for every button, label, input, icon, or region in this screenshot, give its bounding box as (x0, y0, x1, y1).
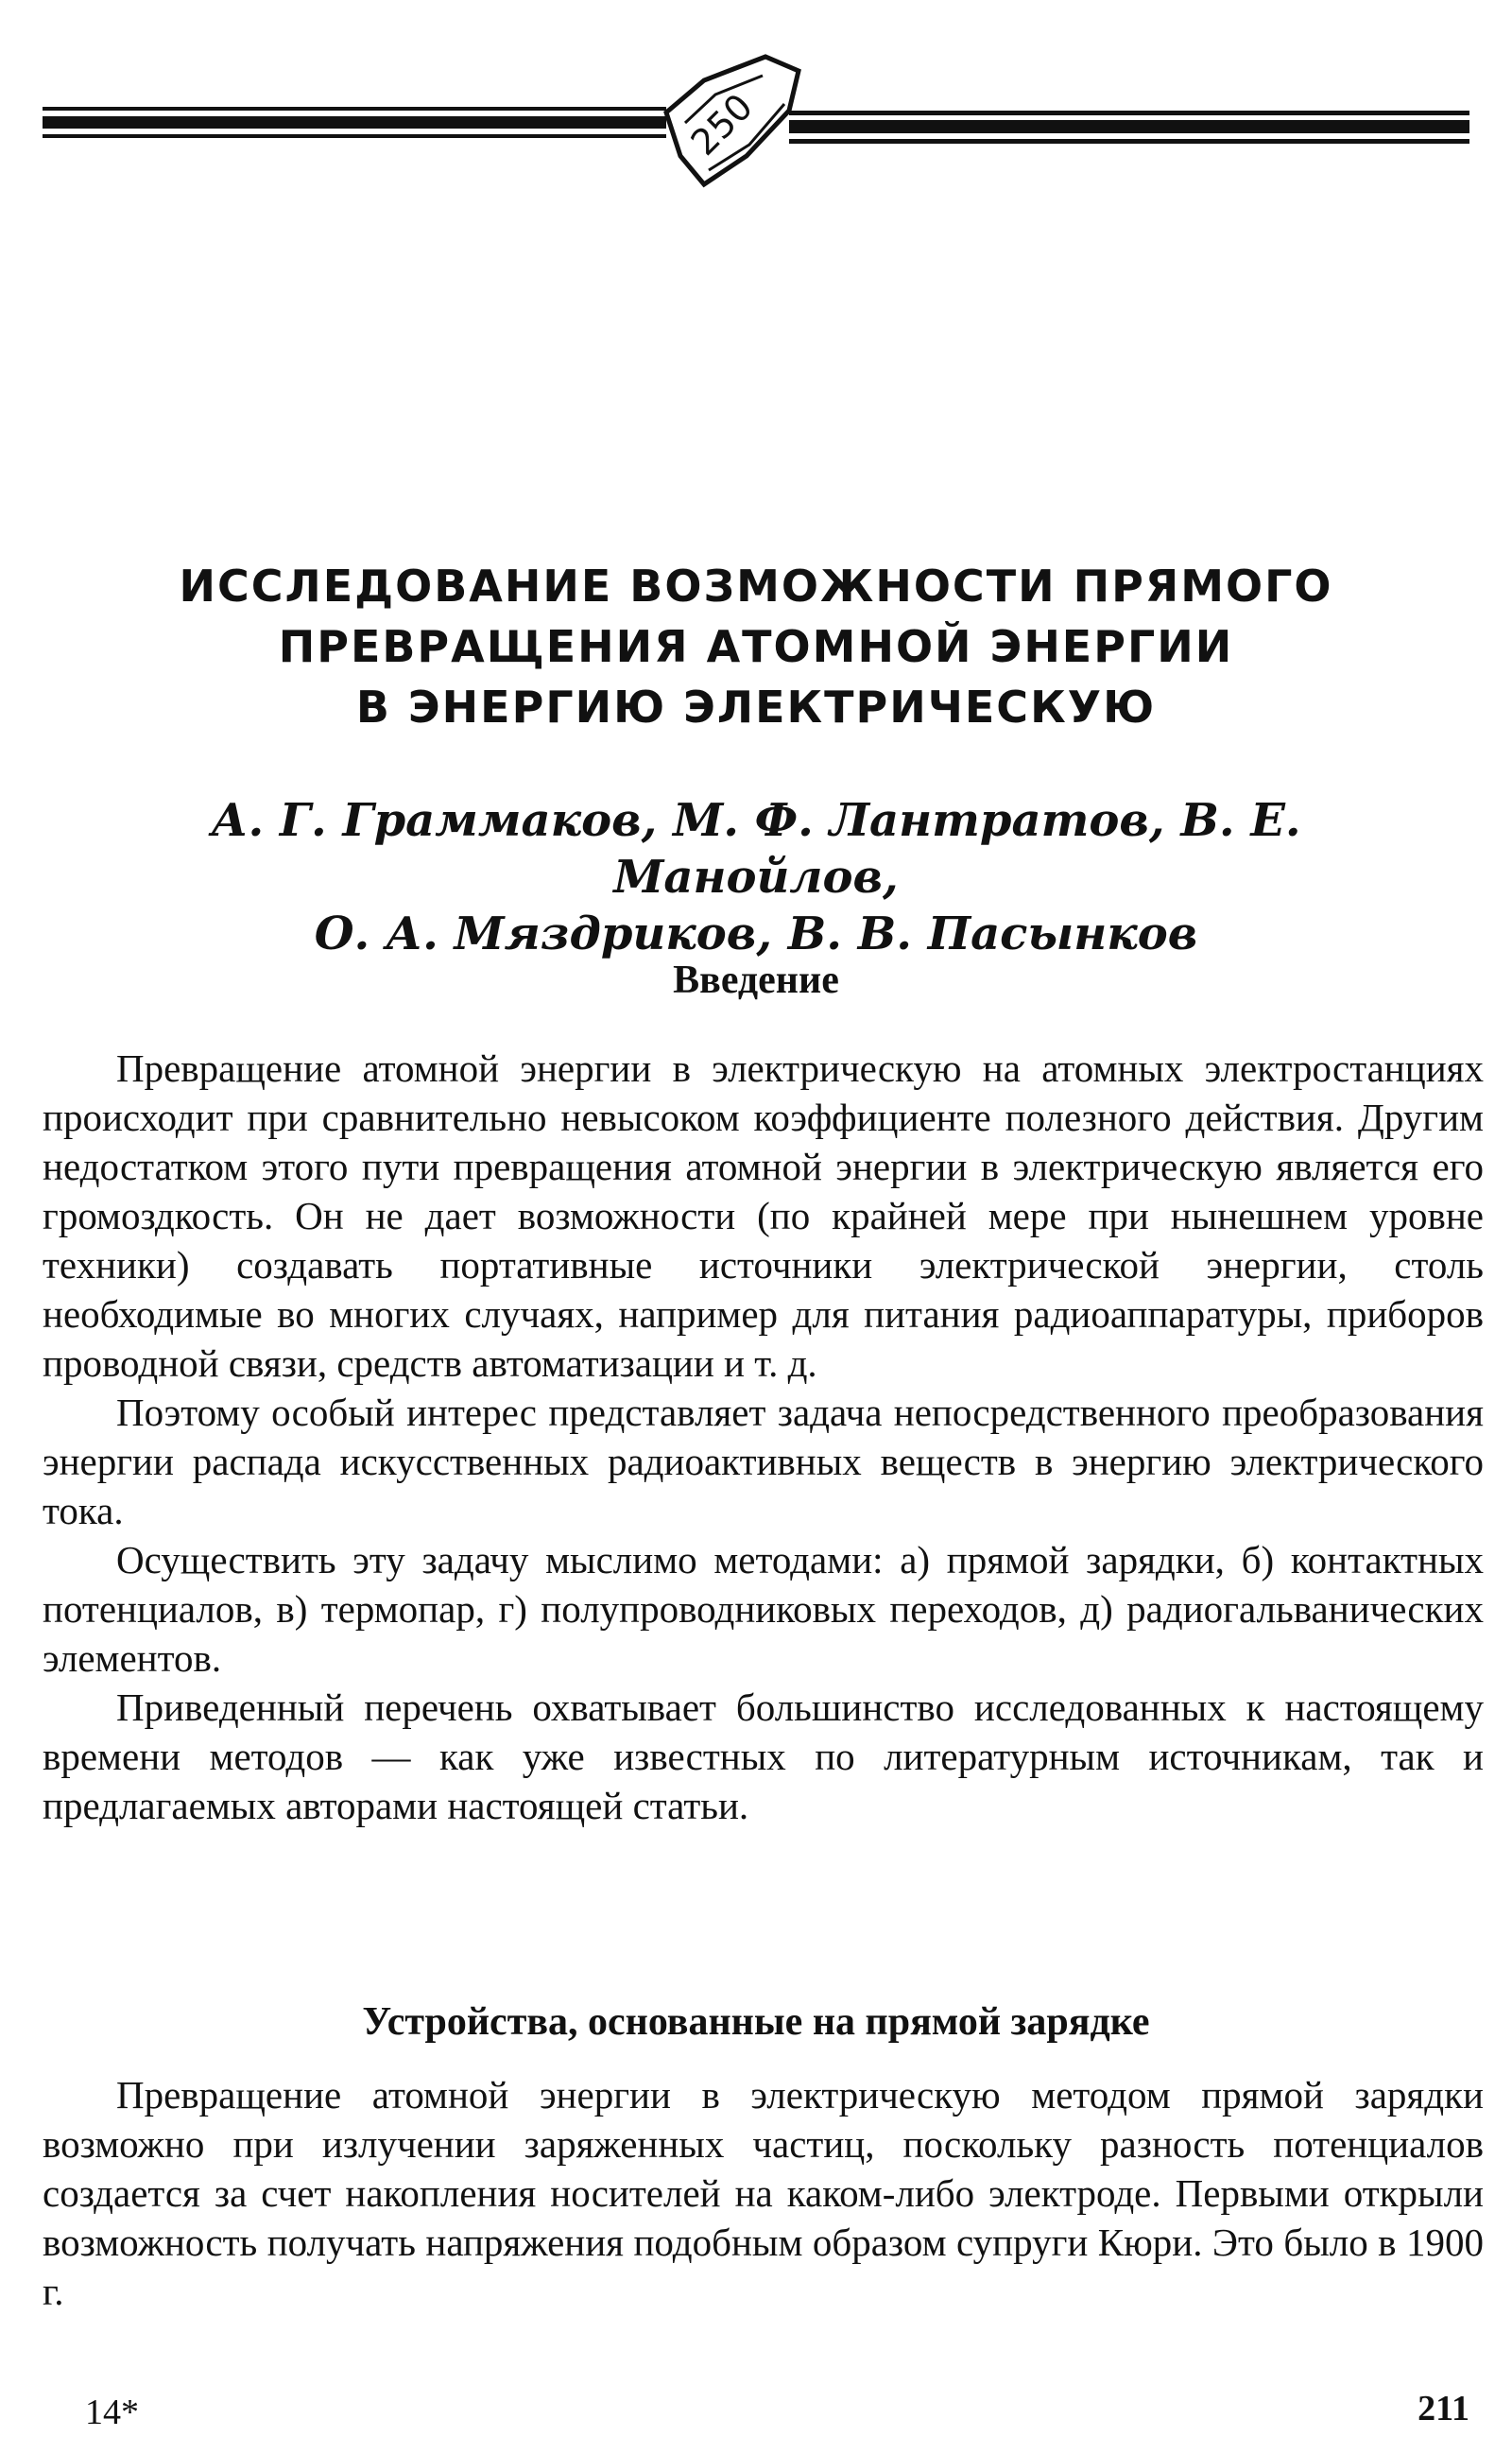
title-line: ПРЕВРАЩЕНИЯ АТОМНОЙ ЭНЕРГИИ (278, 621, 1234, 672)
author-list (94, 792, 1418, 962)
signature-mark: 14* (85, 2393, 139, 2432)
title-line: В ЭНЕРГИЮ ЭЛЕКТРИЧЕСКУЮ (355, 682, 1157, 733)
page-number: 211 (1418, 2389, 1469, 2428)
right-rule-lines (789, 111, 1469, 144)
header-ornament (43, 52, 1469, 194)
authors-line: А. Г. Граммаков, М. Ф. Лантратов, В. Е. Манойлов, (211, 794, 1301, 904)
section-heading-direct-charging: Устройства, основанные на прямой зарядке (362, 2000, 1150, 2044)
article-title (142, 556, 1370, 737)
authors-line: О. А. Мяздриков, В. В. Пасынков (314, 907, 1198, 960)
section-body-direct-charging (43, 2070, 1484, 2316)
paragraph: Превращение атомной энергии в электрическую методом прямой зарядки возможно при излучении заряженных частиц, поскольку разность потенциалов создается за счет накопления носителей на каком-либо электроде. Первыми открыли возможность получать напряжения подобным образом супруги Кюри. Это было в 1900 г. (43, 2073, 1484, 2313)
left-rule-lines (43, 107, 666, 138)
ribbon-banner (666, 57, 799, 184)
title-line: ИССЛЕДОВАНИЕ ВОЗМОЖНОСТИ ПРЯМОГО (179, 561, 1333, 612)
ornament-number: 250 (682, 85, 762, 164)
paragraph: Превращение атомной энергии в электрическую на атомных электростанциях происходит при сравнительно невысоком коэффициенте полезного действия. Другим недостатком этого пути превращения атомной энергии в электрическую является его громоздкость. Он не дает возможности (по крайней мере при нынешнем уровне техники) создавать портативные источники электрической энергии, столь необходимые во многих случаях, например для питания радиоаппаратуры, приборов проводной связи, средств автоматизации и т. д. (43, 1046, 1484, 1385)
paragraph: Осуществить эту задачу мыслимо методами: а) прямой зарядки, б) контактных потенциалов, в) термопар, г) полупроводниковых переходов, д) радиогальванических элементов. (43, 1538, 1484, 1680)
section-heading-introduction: Введение (673, 959, 839, 1002)
section-body-introduction (43, 1044, 1484, 1830)
paragraph: Приведенный перечень охватывает большинство исследованных к настоящему времени методов — как уже известных по литературным источникам, так и предлагаемых авторами настоящей статьи. (43, 1685, 1484, 1827)
paragraph: Поэтому особый интерес представляет задача непосредственного преобразования энергии распада искусственных радиоактивных веществ в энергию электрического тока. (43, 1391, 1484, 1532)
